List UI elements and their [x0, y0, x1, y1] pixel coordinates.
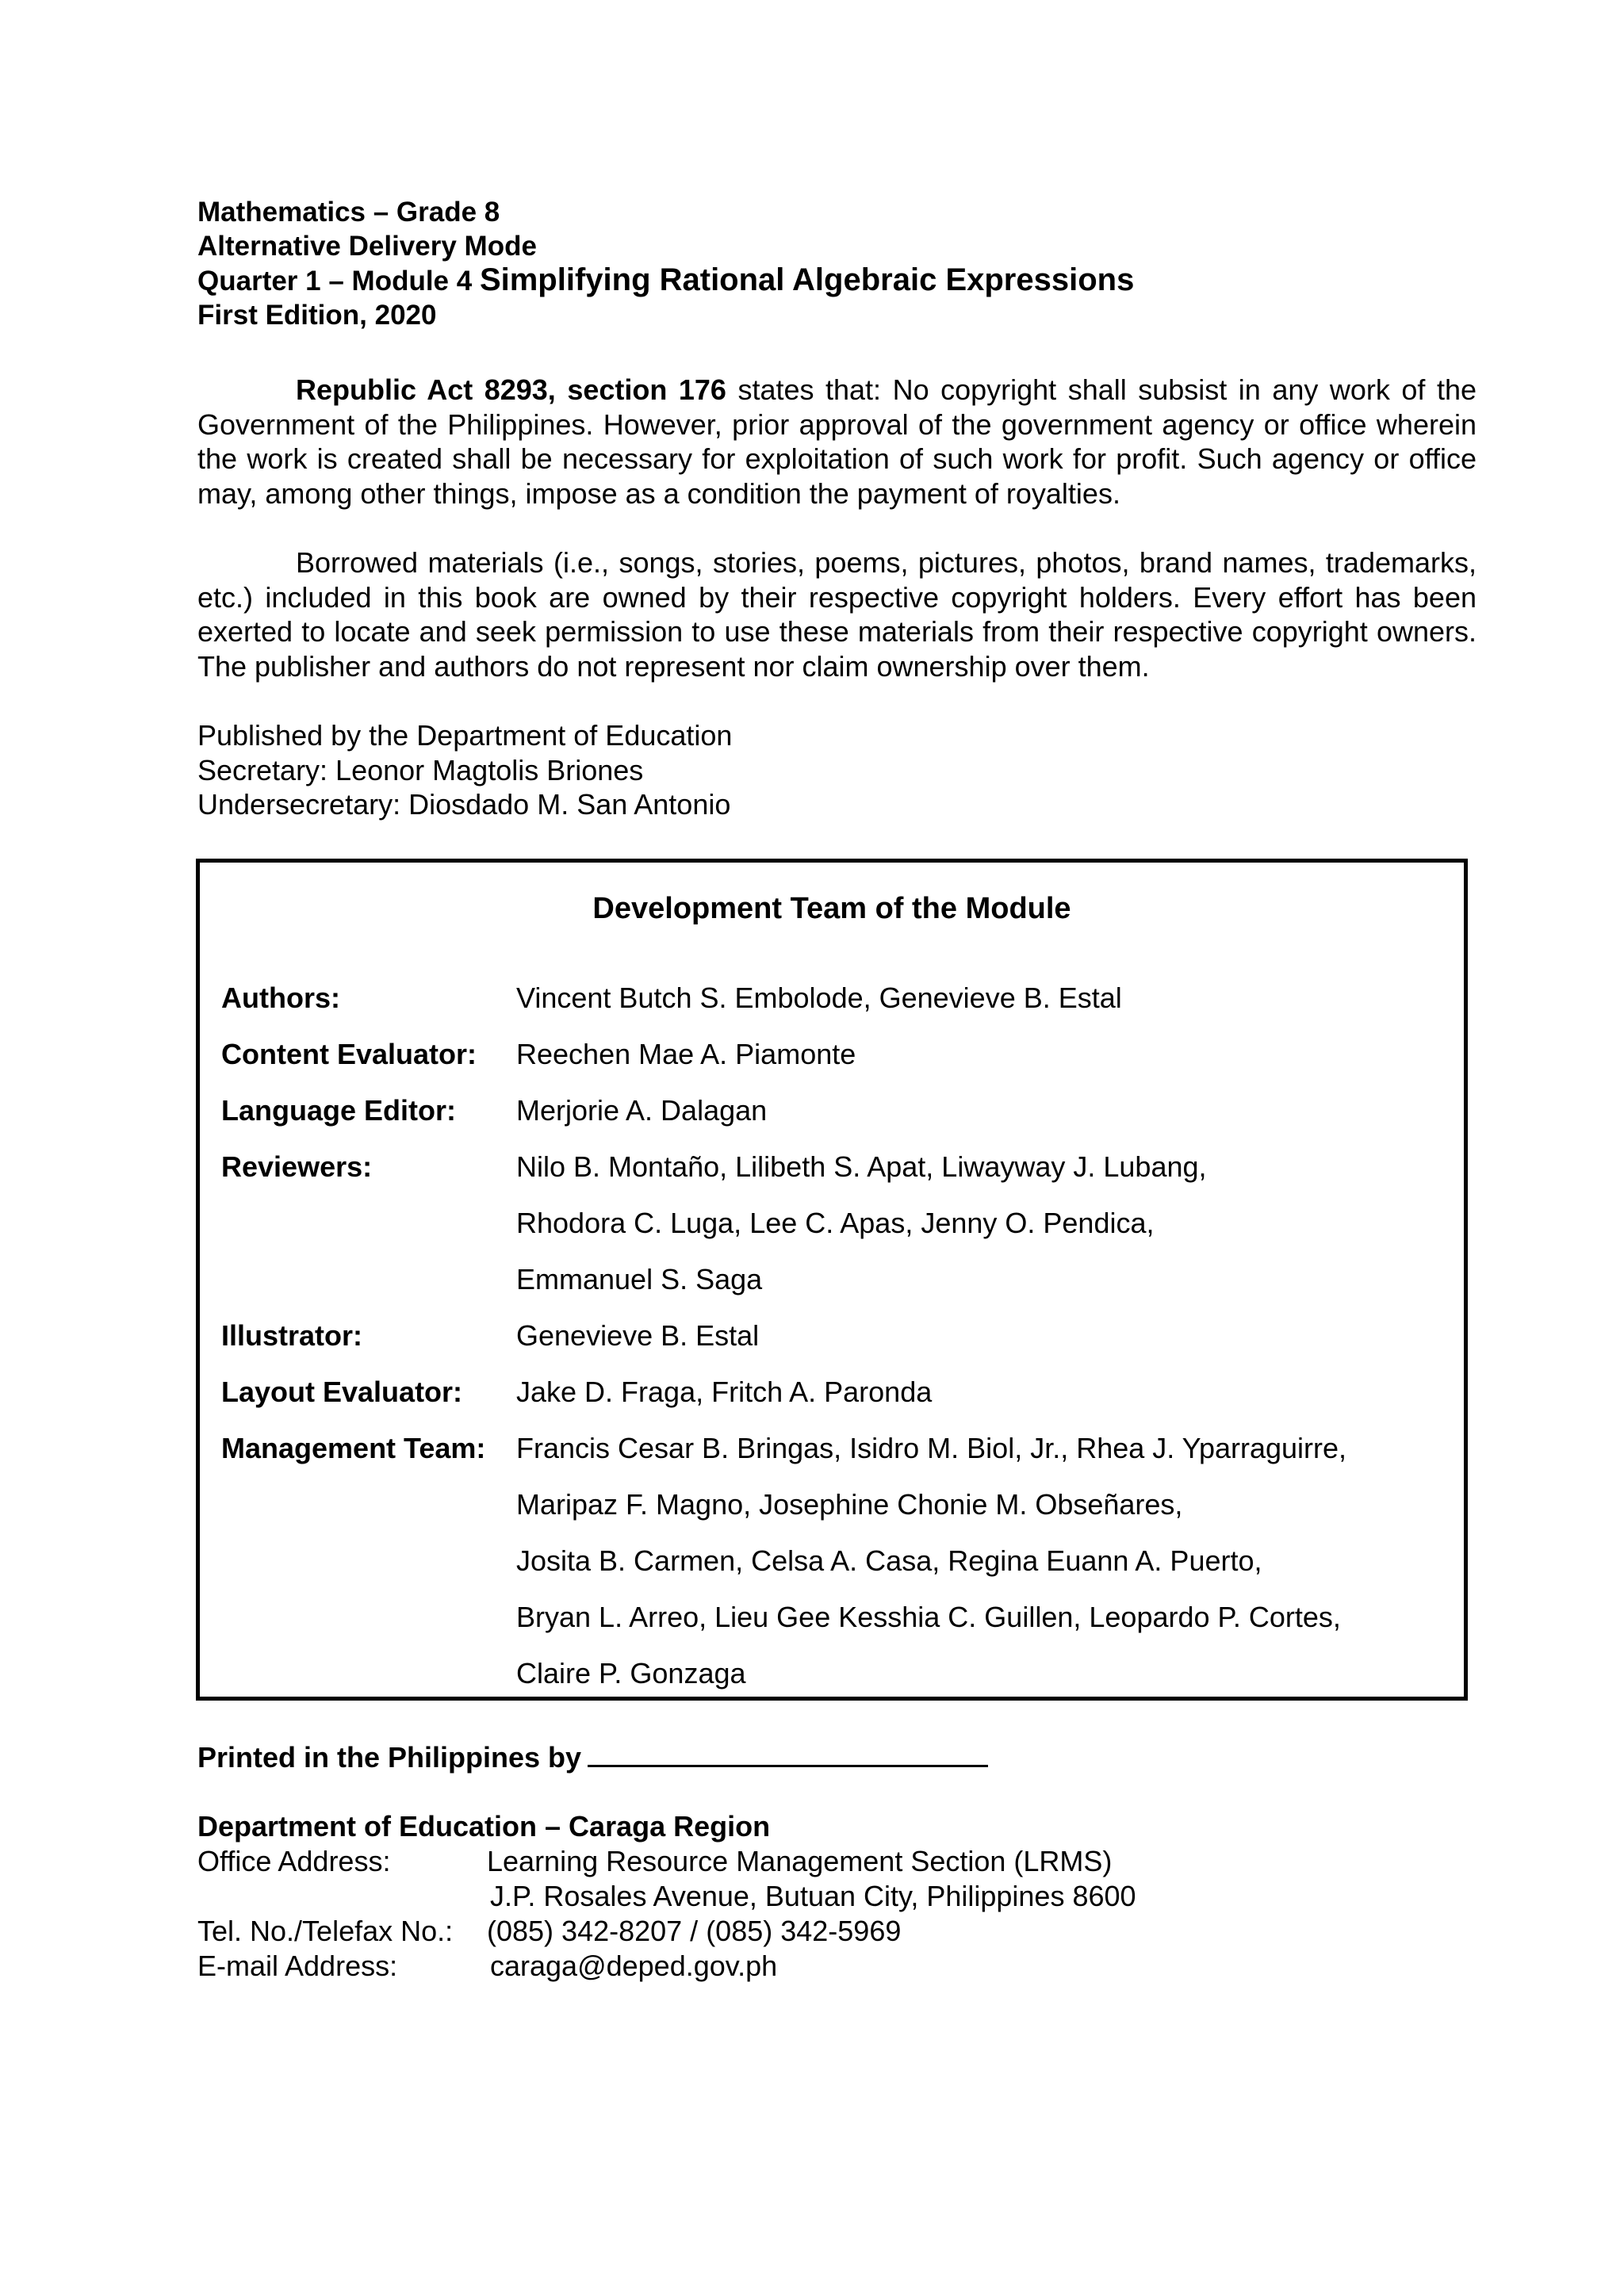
module-header — [197, 195, 1477, 332]
telephone-row — [197, 1914, 1477, 1949]
telephone-value: (085) 342-8207 / (085) 342-5969 — [487, 1915, 902, 1947]
role-names — [516, 1082, 767, 1138]
region-office-name: Department of Education – Caraga Region — [197, 1810, 771, 1843]
role-names — [516, 1420, 1346, 1701]
name-line: Vincent Butch S. Embolode, Genevieve B. Estal — [516, 982, 1122, 1014]
office-address-line2: J.P. Rosales Avenue, Butuan City, Philippines 8600 — [490, 1880, 1136, 1912]
office-address-line1: Learning Resource Management Section (LRMS) — [487, 1845, 1113, 1877]
name-line: Emmanuel S. Saga — [516, 1263, 763, 1295]
telephone-label: Tel. No./Telefax No.: — [197, 1915, 454, 1947]
role-names — [516, 1026, 856, 1082]
email-value[interactable]: caraga@deped.gov.ph — [490, 1950, 778, 1982]
office-address-row-2 — [197, 1879, 1477, 1914]
module-title: Simplifying Rational Algebraic Expressions — [479, 262, 1135, 297]
name-line: Jake D. Fraga, Fritch A. Paronda — [516, 1376, 933, 1408]
development-team-box — [196, 859, 1468, 1701]
copyright-paragraph — [197, 373, 1477, 511]
name-line: Rhodora C. Luga, Lee C. Apas, Jenny O. Pendica, — [516, 1207, 1155, 1239]
development-team-title: Development Team of the Module — [592, 892, 1071, 925]
borrowed-materials-paragraph: Borrowed materials (i.e., songs, stories, poems, pictures, photos, brand names, trademarks, etc.) included in this book are owned by their respective copyright holders. Every effort has been exerted to locate and seek permission to use these materials from their respective copyright owners. The publisher and authors do not represent nor claim ownership over them. — [197, 546, 1477, 683]
subject-line: Mathematics – Grade 8 — [197, 197, 500, 228]
publisher-info — [197, 718, 1477, 822]
printed-by-label: Printed in the Philippines by — [197, 1741, 582, 1774]
edition-line: First Edition, 2020 — [197, 300, 437, 331]
publisher-line: Published by the Department of Education — [197, 719, 733, 752]
role-label: Management Team: — [221, 1432, 486, 1464]
email-label: E-mail Address: — [197, 1950, 398, 1982]
office-address-label: Office Address: — [197, 1845, 391, 1877]
role-label: Authors: — [221, 982, 340, 1014]
name-line: Bryan L. Arreo, Lieu Gee Kesshia C. Guillen, Leopardo P. Cortes, — [516, 1601, 1341, 1633]
role-names — [516, 970, 1122, 1026]
role-label: Layout Evaluator: — [221, 1376, 463, 1408]
email-row — [197, 1949, 1477, 1984]
role-label: Content Evaluator: — [221, 1038, 477, 1070]
name-line: Nilo B. Montaño, Lilibeth S. Apat, Liwayway J. Lubang, — [516, 1150, 1207, 1183]
role-label: Language Editor: — [221, 1094, 456, 1127]
name-line: Merjorie A. Dalagan — [516, 1094, 768, 1127]
name-line: Reechen Mae A. Piamonte — [516, 1038, 856, 1070]
name-line: Claire P. Gonzaga — [516, 1657, 746, 1689]
copyright-text: states that: No copyright shall subsist in any work of the Government of the Philippines. However, prior approval of the government agency or office wherein the work is created shall be necessary for exploitation of such work for profit. Such agency or office may, among other things, impose as a condition the payment of royalties. — [197, 373, 1477, 510]
role-label: Illustrator: — [221, 1319, 363, 1352]
module-prefix: Quarter 1 – Module 4 — [197, 266, 480, 297]
secretary-line: Secretary: Leonor Magtolis Briones — [197, 753, 644, 786]
undersecretary-line: Undersecretary: Diosdado M. San Antonio — [197, 788, 731, 821]
name-line: Genevieve B. Estal — [516, 1319, 760, 1352]
printed-by-line — [197, 1736, 1477, 1775]
role-names — [516, 1138, 1207, 1307]
module-line — [197, 263, 1477, 298]
office-address-row — [197, 1844, 1477, 1879]
printer-blank-line — [588, 1736, 988, 1767]
role-label: Reviewers: — [221, 1150, 373, 1183]
name-line: Maripaz F. Magno, Josephine Chonie M. Obseñares, — [516, 1488, 1183, 1521]
delivery-mode-line: Alternative Delivery Mode — [197, 231, 537, 262]
name-line: Josita B. Carmen, Celsa A. Casa, Regina Euann A. Puerto, — [516, 1544, 1262, 1577]
name-line: Francis Cesar B. Bringas, Isidro M. Biol, Jr., Rhea J. Yparraguirre, — [516, 1432, 1347, 1464]
role-names — [516, 1307, 759, 1364]
deped-contact-info — [197, 1809, 1477, 1984]
republic-act-reference: Republic Act 8293, section 176 — [296, 373, 726, 406]
role-names — [516, 1364, 932, 1420]
